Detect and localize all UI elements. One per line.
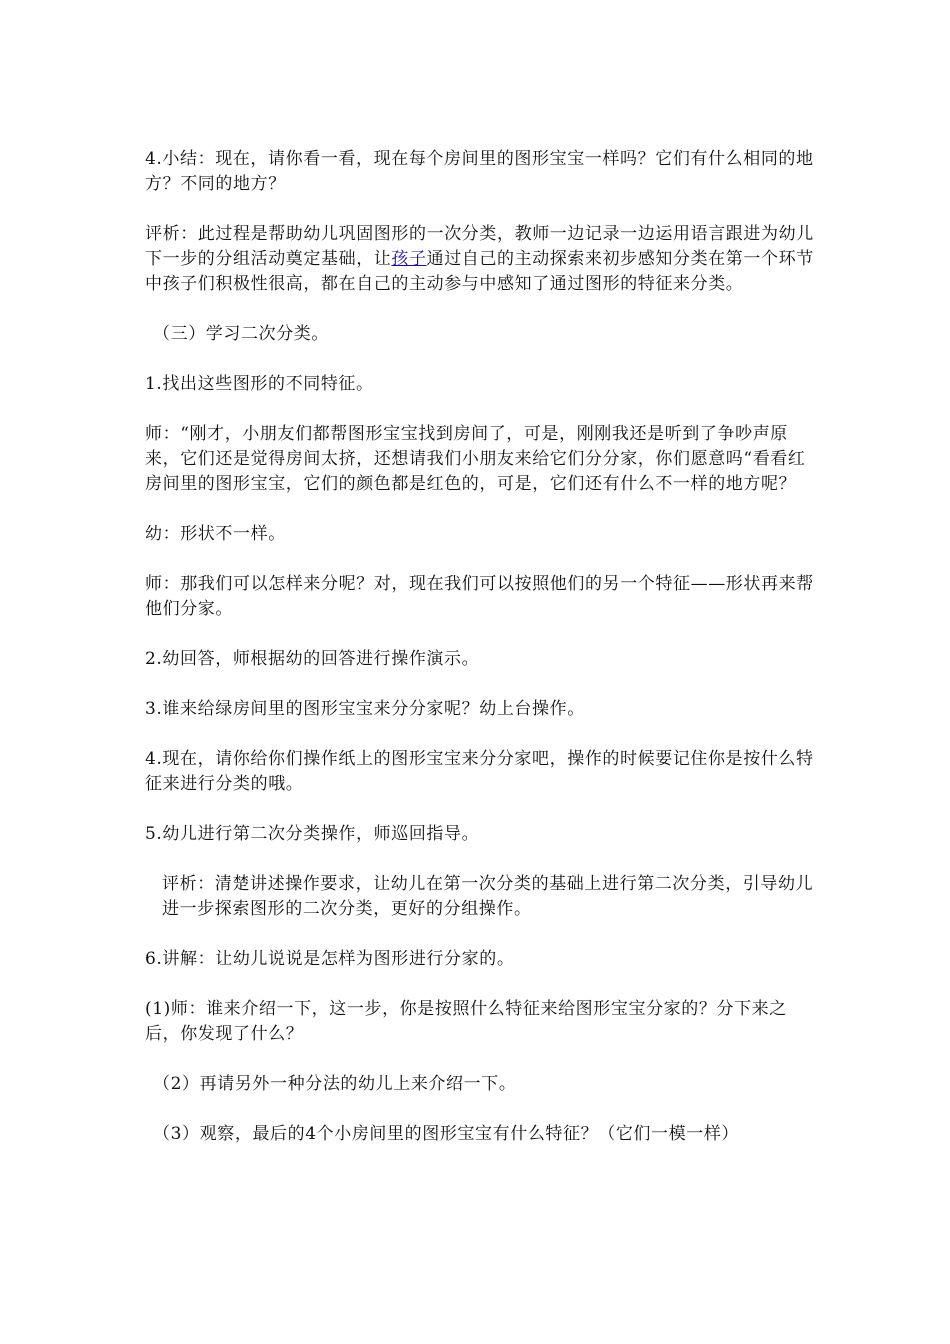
paragraph-step-6: 6.讲解：让幼儿说说是怎样为图形进行分家的。 (145, 949, 515, 969)
paragraph-analysis-1 (145, 222, 815, 297)
paragraph-teacher-2: 师：那我们可以怎样来分呢？对，现在我们可以按照他们的另一个特征——形状再来帮他们分家。 (145, 574, 814, 619)
analysis-text-after: 通过自己的主动探索来初步感知分类在第一个环节中孩子们积极性很高，都在自己的主动参与中感知了通过图形的特征来分类。 (145, 249, 814, 294)
paragraph-substep-1: (1)师：谁来介绍一下，这一步，你是按照什么特征来给图形宝宝分家的？分下来之后，你发现了什么？ (145, 999, 787, 1044)
paragraph-step-4: 4.现在，请你给你们操作纸上的图形宝宝来分分家吧，操作的时候要记住你是按什么特征来进行分类的哦。 (145, 749, 814, 794)
paragraph-step-3: 3.谁来给绿房间里的图形宝宝来分分家呢？幼上台操作。 (145, 699, 585, 719)
paragraph-child-answer: 幼：形状不一样。 (145, 524, 286, 544)
analysis-text-before: 评析：此过程是帮助幼儿巩固图形的一次分类，教师一边记录一边运用语言跟进为幼儿下一步的分组活动奠定基础，让 (145, 224, 814, 269)
paragraph-analysis-2: 评析：清楚讲述操作要求，让幼儿在第一次分类的基础上进行第二次分类，引导幼儿进一步探索图形的二次分类，更好的分组操作。 (162, 874, 814, 919)
paragraph-step-1: 1.找出这些图形的不同特征。 (145, 374, 374, 394)
section-heading-3: （三）学习二次分类。 (153, 324, 329, 344)
document-body (145, 147, 815, 1172)
paragraph-step-2: 2.幼回答，师根据幼的回答进行操作演示。 (145, 649, 480, 669)
paragraph-substep-2: （2）再请另外一种分法的幼儿上来介绍一下。 (153, 1074, 517, 1094)
paragraph-step-5: 5.幼儿进行第二次分类操作，师巡回指导。 (145, 824, 480, 844)
paragraph-summary: 4.小结：现在，请你看一看，现在每个房间里的图形宝宝一样吗？它们有什么相同的地方？不同的地方？ (145, 149, 814, 194)
child-link[interactable]: 孩子 (391, 249, 427, 269)
paragraph-teacher-1: 师：“刚才，小朋友们都帮图形宝宝找到房间了，可是，刚刚我还是听到了争吵声原来，它们还是觉得房间太挤，还想请我们小朋友来给它们分分家，你们愿意吗“看看红房间里的图形宝宝，它们的颜色都是红色的，可是，它们还有什么不一样的地方呢？ (145, 424, 806, 494)
paragraph-substep-3: （3）观察，最后的4个小房间里的图形宝宝有什么特征？（它们一模一样） (153, 1124, 740, 1144)
